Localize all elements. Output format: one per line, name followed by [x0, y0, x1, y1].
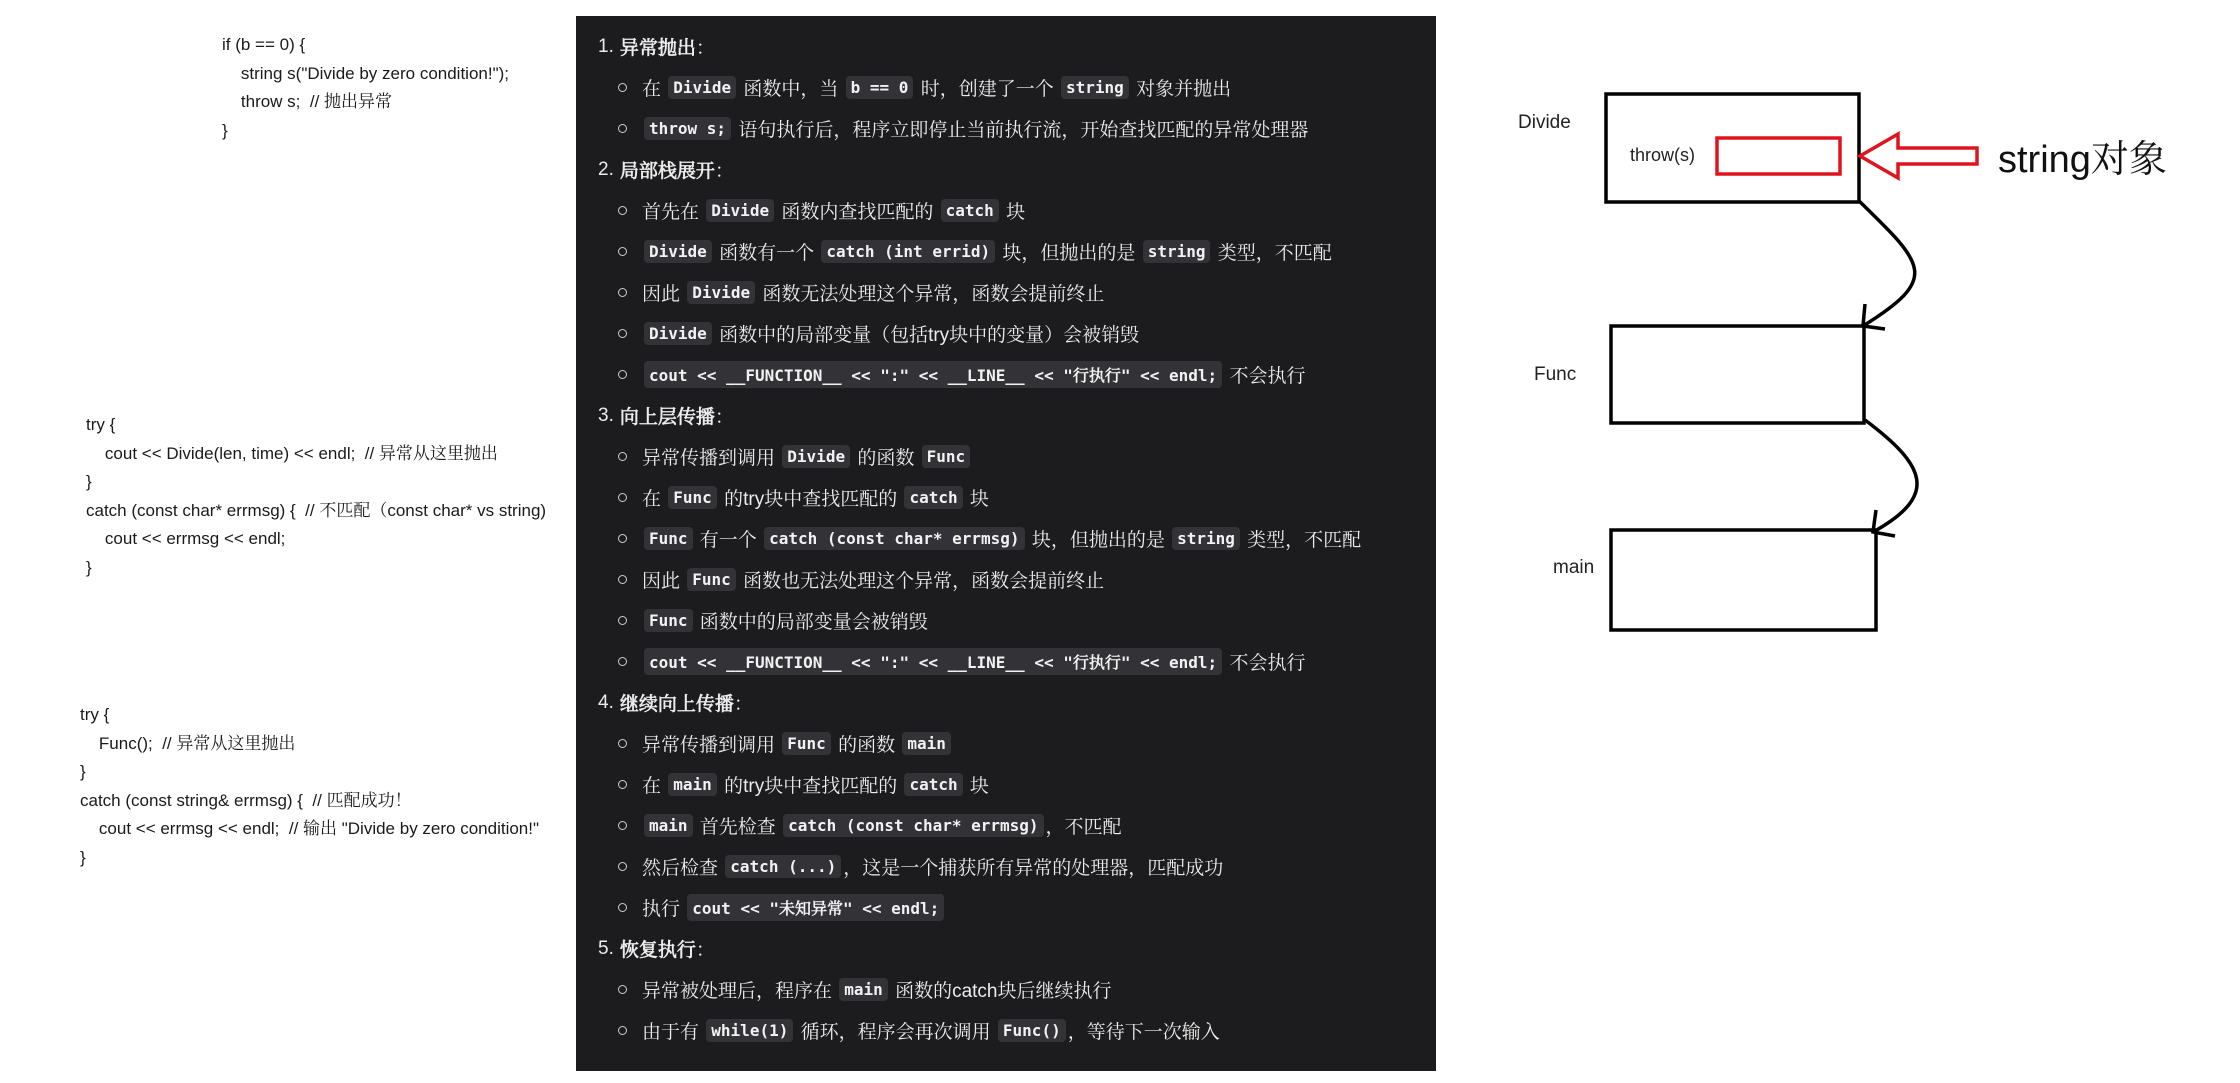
item-text: 首先在	[642, 202, 705, 223]
section-number: 4.	[598, 691, 614, 713]
inline-code: b == 0	[846, 76, 914, 99]
bullet-circle-icon	[618, 780, 627, 789]
bullet-circle-icon	[618, 493, 627, 502]
inline-code: cout << "未知异常" << endl;	[687, 894, 944, 921]
section-number: 2.	[598, 158, 614, 180]
section-heading	[576, 395, 1436, 436]
item-text: 不会执行	[1224, 653, 1306, 674]
item-text: 在	[642, 489, 667, 510]
item-text: ，不匹配	[1045, 817, 1122, 838]
inline-code: string	[1143, 240, 1211, 263]
section-title-colon: ：	[695, 940, 715, 961]
inline-code: catch	[904, 773, 962, 796]
bullet-item	[576, 805, 1436, 846]
item-text: 有一个	[694, 530, 763, 551]
section-title: 局部栈展开	[619, 161, 715, 182]
inline-code: string	[1061, 76, 1129, 99]
func-code-line: catch (const char* errmsg) { // 不匹配（const char* vs string)	[86, 500, 547, 520]
item-text: 的函数	[852, 448, 920, 469]
inline-code: main	[668, 773, 717, 796]
bullet-circle-icon	[618, 206, 627, 215]
item-text: 时，创建了一个	[915, 79, 1059, 100]
item-text: 由于有	[642, 1022, 705, 1043]
inline-code: Divide	[668, 76, 736, 99]
string-object-label: string对象	[1998, 139, 2167, 181]
func-code-line: try {	[86, 415, 116, 434]
bullet-item	[576, 887, 1436, 928]
bullet-item	[576, 969, 1436, 1010]
section-title: 异常抛出	[619, 38, 696, 59]
inline-code: catch	[941, 199, 999, 222]
bullet-item	[576, 1010, 1436, 1051]
inline-code: throw s;	[644, 117, 731, 140]
main-code-line: }	[80, 847, 86, 867]
divide-code-line: throw s; // 抛出异常	[222, 92, 393, 111]
bullet-item	[576, 313, 1436, 354]
call-stack-diagram	[1480, 70, 2240, 670]
propagation-curve-divide-to-func	[1858, 200, 1915, 326]
inline-code: Divide	[644, 240, 712, 263]
item-text: 异常传播到调用	[642, 448, 781, 469]
item-text: 函数内查找匹配的	[776, 202, 939, 223]
item-text: 执行	[642, 899, 686, 920]
bullet-item	[576, 190, 1436, 231]
item-text: 函数的catch块后继续执行	[889, 981, 1112, 1002]
item-text: 首先检查	[694, 817, 782, 838]
bullet-item	[576, 723, 1436, 764]
item-text: 函数中，当	[738, 79, 844, 100]
section-heading	[576, 26, 1436, 67]
bullet-item	[576, 67, 1436, 108]
item-text: 异常被处理后，程序在	[642, 981, 838, 1002]
inline-code: catch (const char* errmsg)	[783, 814, 1043, 837]
inline-code: Func	[782, 732, 831, 755]
section-title-colon: ：	[695, 38, 715, 59]
inline-code: Divide	[706, 199, 774, 222]
bullet-circle-icon	[618, 329, 627, 338]
bullet-circle-icon	[618, 616, 627, 625]
bullet-circle-icon	[618, 985, 627, 994]
main-code-line: Func(); // 异常从这里抛出	[80, 733, 296, 753]
main-code-line: cout << errmsg << endl; // 输出 "Divide by zero condition!"	[80, 819, 540, 838]
func-code-line: cout << Divide(len, time) << endl; // 异常从这里抛出	[86, 443, 498, 463]
inline-code: Divide	[782, 445, 850, 468]
func-code-line: cout << errmsg << endl;	[86, 529, 286, 548]
inline-code: Divide	[644, 322, 712, 345]
item-text: 的try块中查找匹配的	[718, 776, 903, 797]
bullet-item	[576, 477, 1436, 518]
section-number: 3.	[598, 404, 614, 426]
section-heading	[576, 149, 1436, 190]
bullet-circle-icon	[618, 862, 627, 871]
bullet-circle-icon	[618, 739, 627, 748]
item-text: 语句执行后，程序立即停止当前执行流，开始查找匹配的异常处理器	[733, 120, 1309, 141]
main-code-line: try {	[80, 705, 110, 724]
item-text: 块，但抛出的是	[997, 243, 1141, 264]
inline-code: cout << __FUNCTION__ << ":" << __LINE__ << "行执行" << endl;	[644, 648, 1222, 675]
item-text: ，这是一个捕获所有异常的处理器，匹配成功	[843, 858, 1224, 879]
item-text: ，等待下一次输入	[1067, 1022, 1220, 1043]
inline-code: catch	[904, 486, 962, 509]
bullet-circle-icon	[618, 1026, 627, 1035]
bullet-circle-icon	[618, 657, 627, 666]
section-title-colon: ：	[714, 161, 734, 182]
section-title-colon: ：	[733, 694, 753, 715]
bullet-circle-icon	[618, 124, 627, 133]
inline-code: main	[839, 978, 888, 1001]
bullet-circle-icon	[618, 903, 627, 912]
main-code-line: catch (const string& errmsg) { // 匹配成功！	[80, 790, 412, 810]
bullet-circle-icon	[618, 821, 627, 830]
section-number: 5.	[598, 937, 614, 959]
propagation-arrowhead-main	[1873, 510, 1895, 536]
bullet-circle-icon	[618, 575, 627, 584]
func-frame-box	[1611, 326, 1864, 423]
main-frame-box	[1611, 530, 1876, 630]
thrown-object-box	[1717, 138, 1840, 174]
item-text: 块	[964, 489, 989, 510]
divide-code-note	[222, 31, 509, 145]
bullet-circle-icon	[618, 370, 627, 379]
inline-code: string	[1172, 527, 1240, 550]
section-title: 继续向上传播	[619, 694, 734, 715]
section-number: 1.	[598, 35, 614, 57]
inline-code: main	[644, 814, 693, 837]
item-text: 函数中的局部变量会被销毁	[694, 612, 928, 633]
inline-code: catch (int errid)	[821, 240, 995, 263]
item-text: 异常传播到调用	[642, 735, 781, 756]
main-code-line: }	[80, 762, 86, 781]
bullet-item	[576, 231, 1436, 272]
propagation-curve-func-to-main	[1865, 420, 1917, 532]
inline-code: Func	[644, 609, 693, 632]
inline-code: catch (...)	[725, 855, 841, 878]
item-text: 函数无法处理这个异常，函数会提前终止	[757, 284, 1105, 305]
item-text: 因此	[642, 571, 686, 592]
bullet-circle-icon	[618, 247, 627, 256]
bullet-item	[576, 764, 1436, 805]
object-pointer-arrow	[1860, 134, 1977, 178]
item-text: 对象并抛出	[1130, 79, 1232, 100]
item-text: 函数也无法处理这个异常，函数会提前终止	[737, 571, 1105, 592]
inline-code: main	[902, 732, 951, 755]
main-code-note	[80, 701, 570, 872]
item-text: 的函数	[832, 735, 901, 756]
bullet-circle-icon	[618, 288, 627, 297]
inline-code: cout << __FUNCTION__ << ":" << __LINE__ << "行执行" << endl;	[644, 361, 1222, 388]
func-frame-label: Func	[1534, 364, 1577, 385]
bullet-circle-icon	[618, 534, 627, 543]
func-code-line: }	[86, 472, 92, 491]
item-text: 然后检查	[642, 858, 724, 879]
bullet-item	[576, 559, 1436, 600]
item-text: 函数中的局部变量（包括try块中的变量）会被销毁	[713, 325, 1140, 346]
explanation-panel	[576, 16, 1436, 1071]
item-text: 不会执行	[1224, 366, 1306, 387]
item-text: 的try块中查找匹配的	[718, 489, 903, 510]
section-title: 向上层传播	[619, 407, 715, 428]
inline-code: Func()	[998, 1019, 1066, 1042]
bullet-item	[576, 272, 1436, 313]
bullet-circle-icon	[618, 452, 627, 461]
inline-code: Func	[687, 568, 736, 591]
bullet-item	[576, 436, 1436, 477]
inline-code: Divide	[687, 281, 755, 304]
bullet-item	[576, 600, 1436, 641]
propagation-arrowhead-func	[1863, 304, 1885, 329]
item-text: 块	[1000, 202, 1026, 223]
item-text: 在	[642, 79, 667, 100]
func-code-note	[86, 411, 564, 582]
section-heading	[576, 682, 1436, 723]
section-title-colon: ：	[714, 407, 734, 428]
item-text: 类型，不匹配	[1241, 530, 1362, 551]
inline-code: Func	[922, 445, 971, 468]
bullet-item	[576, 846, 1436, 887]
bullet-item	[576, 518, 1436, 559]
divide-code-line: }	[222, 120, 228, 140]
bullet-item	[576, 641, 1436, 682]
item-text: 函数有一个	[713, 243, 820, 264]
main-frame-label: main	[1553, 557, 1595, 578]
divide-code-line: string s("Divide by zero condition!");	[222, 63, 510, 83]
inline-code: while(1)	[706, 1019, 793, 1042]
bullet-circle-icon	[618, 83, 627, 92]
item-text: 在	[642, 776, 667, 797]
section-title: 恢复执行	[619, 940, 696, 961]
item-text: 循环，程序会再次调用	[795, 1022, 996, 1043]
bullet-item	[576, 108, 1436, 149]
bullet-item	[576, 354, 1436, 395]
inline-code: catch (const char* errmsg)	[764, 527, 1024, 550]
throw-label: throw(s)	[1630, 145, 1696, 165]
item-text: 类型，不匹配	[1212, 243, 1332, 264]
item-text: 块，但抛出的是	[1026, 530, 1171, 551]
item-text: 因此	[642, 284, 686, 305]
divide-code-line: if (b == 0) {	[222, 35, 306, 54]
func-code-line: }	[86, 557, 92, 577]
item-text: 块	[964, 776, 989, 797]
inline-code: Func	[644, 527, 693, 550]
section-heading	[576, 928, 1436, 969]
inline-code: Func	[668, 486, 717, 509]
divide-frame-label: Divide	[1518, 112, 1571, 133]
